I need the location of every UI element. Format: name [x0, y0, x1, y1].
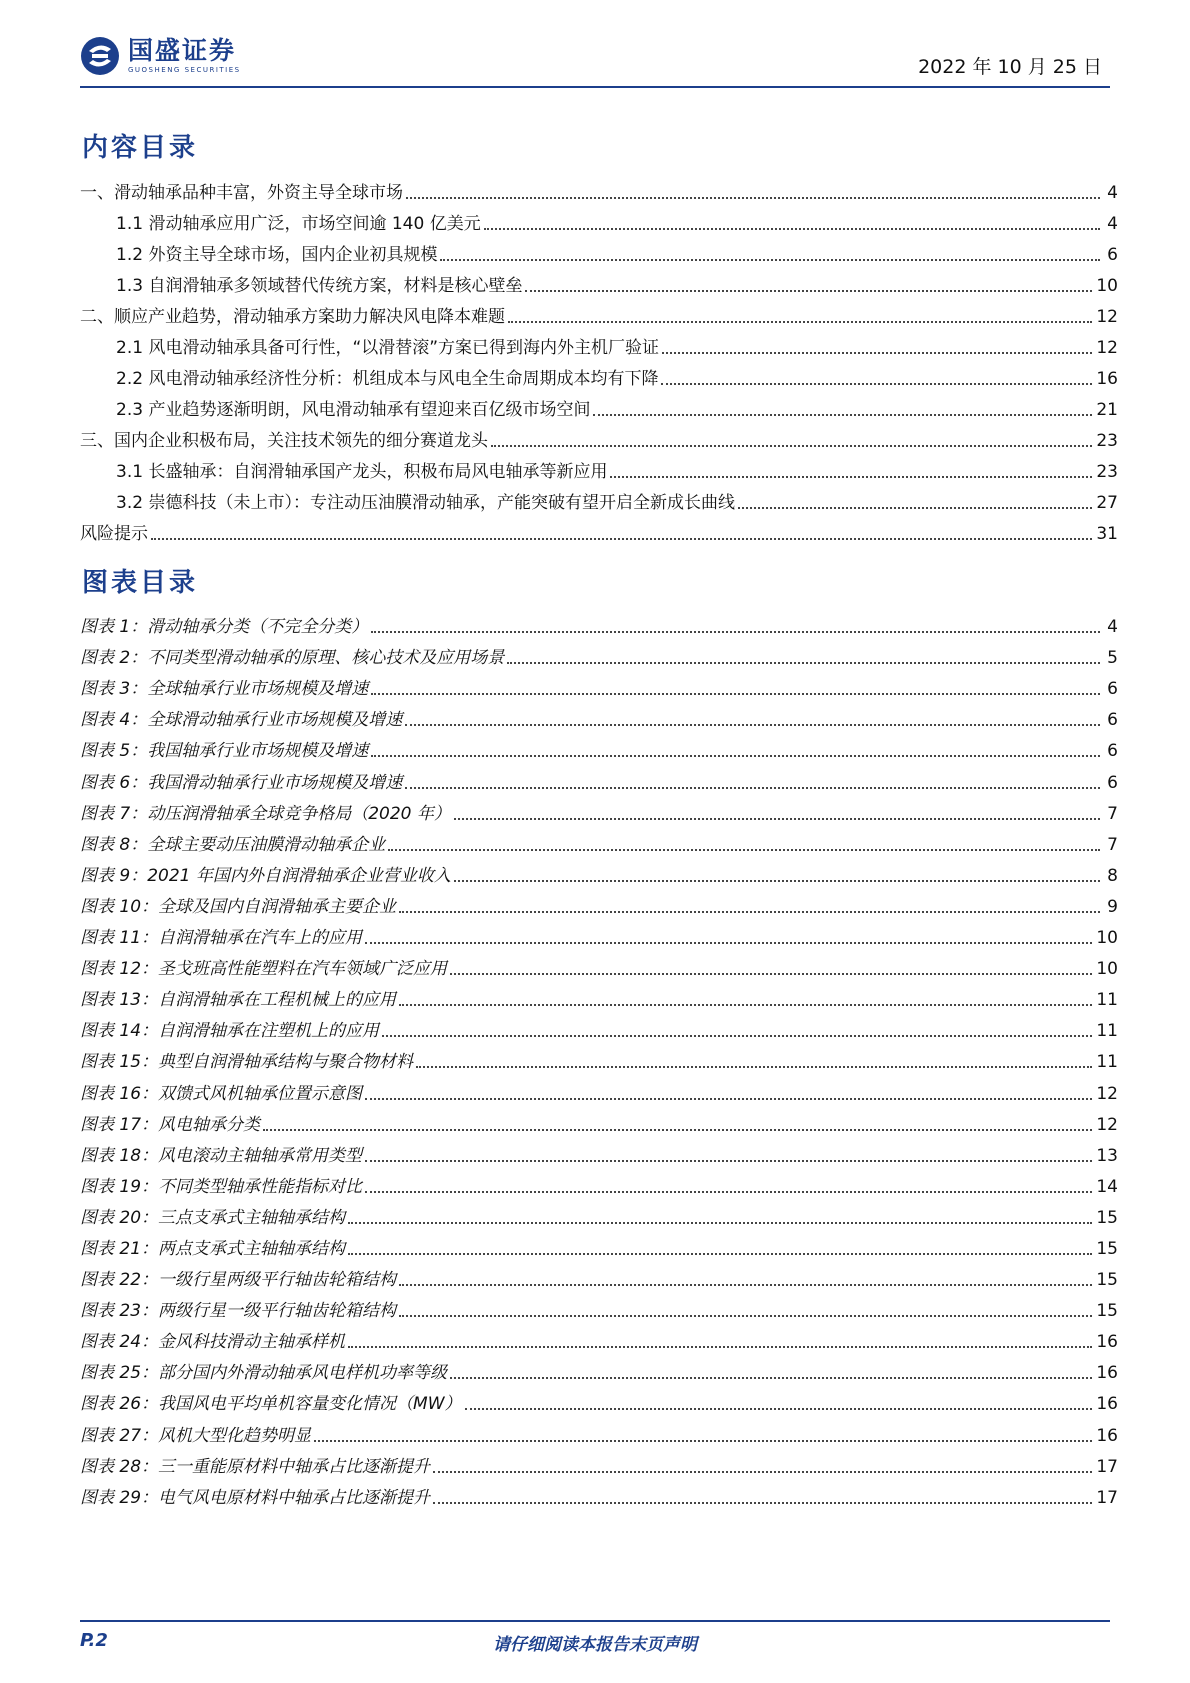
figure-entry-title: 图表 13：自润滑轴承在工程机械上的应用 [80, 989, 399, 1011]
header-divider [80, 86, 1110, 88]
logo-icon [80, 36, 120, 76]
dot-leader [371, 755, 1100, 757]
brand-name-en: GUOSHENG SECURITIES [128, 66, 241, 74]
figure-entry-page: 7 [1107, 803, 1118, 824]
footer-divider [80, 1620, 1110, 1622]
toc-entry[interactable] [80, 390, 1118, 421]
dot-leader [405, 724, 1100, 726]
toc-entry-page: 31 [1096, 524, 1118, 544]
toc-entry[interactable] [80, 483, 1118, 514]
dot-leader [151, 538, 1092, 540]
figure-entry-page: 11 [1096, 1021, 1118, 1042]
dot-leader [465, 1408, 1093, 1410]
figure-entry[interactable] [80, 1353, 1118, 1384]
figures-title: 图表目录 [82, 568, 199, 598]
dot-leader [450, 1377, 1092, 1379]
dot-leader [593, 414, 1092, 416]
dot-leader [433, 1502, 1092, 1504]
toc-entry-title: 2.3 产业趋势逐渐明朗，风电滑动轴承有望迎来百亿级市场空间 [80, 399, 593, 421]
figure-entry[interactable] [80, 1447, 1118, 1478]
dot-leader [484, 228, 1100, 230]
figure-entry-page: 16 [1096, 1332, 1118, 1353]
figure-entry[interactable] [80, 1042, 1118, 1073]
figure-entry-page: 6 [1107, 772, 1118, 793]
figure-entry-page: 6 [1107, 741, 1118, 762]
toc-entry-page: 12 [1096, 338, 1118, 358]
toc-entry-page: 4 [1107, 183, 1118, 203]
toc-entry-title: 2.2 风电滑动轴承经济性分析：机组成本与风电全生命周期成本均有下降 [80, 368, 661, 390]
figure-entry-page: 15 [1096, 1270, 1118, 1291]
figure-entry-page: 4 [1107, 617, 1118, 638]
toc-entry-title: 1.3 自润滑轴承多领域替代传统方案，材料是核心壁垒 [80, 275, 525, 297]
figure-entry-title: 图表 3：全球轴承行业市场规模及增速 [80, 678, 371, 700]
figure-entry-page: 5 [1107, 648, 1118, 669]
toc-entry-title: 风险提示 [80, 523, 151, 545]
figure-entry-page: 12 [1096, 1083, 1118, 1104]
toc-entry-page: 21 [1096, 400, 1118, 420]
figure-entry-page: 6 [1107, 679, 1118, 700]
figure-entry-page: 12 [1096, 1114, 1118, 1135]
figure-entry-title: 图表 21：两点支承式主轴轴承结构 [80, 1238, 348, 1260]
toc-entry-title: 3.2 崇德科技（未上市）：专注动压油膜滑动轴承，产能突破有望开启全新成长曲线 [80, 492, 738, 514]
figure-entry-title: 图表 8：全球主要动压油膜滑动轴承企业 [80, 834, 388, 856]
toc-entry-title: 1.2 外资主导全球市场，国内企业初具规模 [80, 244, 440, 266]
figure-entry-title: 图表 24：金风科技滑动主轴承样机 [80, 1331, 348, 1353]
figure-entry[interactable] [80, 794, 1118, 825]
figure-entry[interactable] [80, 1478, 1118, 1509]
toc-entry-page: 23 [1096, 462, 1118, 482]
dot-leader [525, 290, 1092, 292]
figure-entry-page: 14 [1096, 1176, 1118, 1197]
figure-entry[interactable] [80, 607, 1118, 638]
toc-entry[interactable] [80, 421, 1118, 452]
figure-entry-title: 图表 12：圣戈班高性能塑料在汽车领域广泛应用 [80, 958, 450, 980]
figure-entry[interactable] [80, 887, 1118, 918]
figure-entry[interactable] [80, 949, 1118, 980]
toc-entry[interactable] [80, 204, 1118, 235]
figure-entry-title: 图表 5：我国轴承行业市场规模及增速 [80, 740, 371, 762]
figure-entry[interactable] [80, 856, 1118, 887]
figure-entry-title: 图表 26：我国风电平均单机容量变化情况（MW） [80, 1393, 465, 1415]
figure-entry-title: 图表 6：我国滑动轴承行业市场规模及增速 [80, 772, 405, 794]
toc-list [80, 173, 1118, 545]
figure-entry-title: 图表 4：全球滑动轴承行业市场规模及增速 [80, 709, 405, 731]
figure-entry-title: 图表 2：不同类型滑动轴承的原理、核心技术及应用场景 [80, 647, 507, 669]
dot-leader [450, 973, 1092, 975]
figure-entry[interactable] [80, 1260, 1118, 1291]
figure-entry-page: 16 [1096, 1394, 1118, 1415]
dot-leader [433, 1471, 1092, 1473]
toc-entry-page: 12 [1096, 307, 1118, 327]
toc-entry[interactable] [80, 266, 1118, 297]
page-number: P.2 [80, 1630, 108, 1651]
figure-entry-title: 图表 11：自润滑轴承在汽车上的应用 [80, 927, 365, 949]
toc-entry[interactable] [80, 514, 1118, 545]
toc-entry-page: 10 [1096, 276, 1118, 296]
figure-entry-title: 图表 16：双馈式风机轴承位置示意图 [80, 1083, 365, 1105]
figures-list [80, 607, 1118, 1509]
figure-entry[interactable] [80, 1229, 1118, 1260]
toc-entry-title: 三、国内企业积极布局，关注技术领先的细分赛道龙头 [80, 430, 491, 452]
figure-entry[interactable] [80, 1011, 1118, 1042]
toc-entry-title: 1.1 滑动轴承应用广泛，市场空间逾 140 亿美元 [80, 213, 484, 235]
figure-entry-page: 16 [1096, 1425, 1118, 1446]
figure-entry[interactable] [80, 1322, 1118, 1353]
figure-entry-page: 17 [1096, 1456, 1118, 1477]
dot-leader [371, 693, 1100, 695]
figure-entry-title: 图表 20：三点支承式主轴轴承结构 [80, 1207, 348, 1229]
toc-entry-title: 二、顺应产业趋势，滑动轴承方案助力解决风电降本难题 [80, 306, 508, 328]
figure-entry-title: 图表 27：风机大型化趋势明显 [80, 1425, 314, 1447]
figure-entry[interactable] [80, 669, 1118, 700]
dot-leader [738, 507, 1092, 509]
figure-entry-page: 9 [1107, 896, 1118, 917]
figure-entry[interactable] [80, 1167, 1118, 1198]
dot-leader [399, 1315, 1092, 1317]
figure-entry-page: 15 [1096, 1207, 1118, 1228]
figure-entry[interactable] [80, 1415, 1118, 1446]
dot-leader [348, 1253, 1092, 1255]
figure-entry-title: 图表 19：不同类型轴承性能指标对比 [80, 1176, 365, 1198]
dot-leader [388, 849, 1100, 851]
toc-entry-title: 一、滑动轴承品种丰富，外资主导全球市场 [80, 182, 406, 204]
dot-leader [314, 1440, 1092, 1442]
figure-entry-title: 图表 14：自润滑轴承在注塑机上的应用 [80, 1020, 382, 1042]
toc-entry[interactable] [80, 359, 1118, 390]
figure-entry[interactable] [80, 1291, 1118, 1322]
figure-entry-page: 8 [1107, 865, 1118, 886]
brand-logo [80, 36, 241, 76]
dot-leader [371, 631, 1100, 633]
figure-entry-title: 图表 9：2021 年国内外自润滑轴承企业营业收入 [80, 865, 454, 887]
dot-leader [348, 1222, 1092, 1224]
dot-leader [416, 1066, 1092, 1068]
dot-leader [507, 662, 1100, 664]
figure-entry-page: 15 [1096, 1301, 1118, 1322]
dot-leader [365, 1160, 1092, 1162]
figure-entry[interactable] [80, 1198, 1118, 1229]
dot-leader [454, 880, 1100, 882]
figure-entry-page: 13 [1096, 1145, 1118, 1166]
toc-entry-title: 2.1 风电滑动轴承具备可行性，“以滑替滚”方案已得到海内外主机厂验证 [80, 337, 662, 359]
figure-entry[interactable] [80, 980, 1118, 1011]
figure-entry-title: 图表 7：动压润滑轴承全球竞争格局（2020 年） [80, 803, 454, 825]
figure-entry[interactable] [80, 918, 1118, 949]
report-date: 2022 年 10 月 25 日 [918, 56, 1102, 78]
figure-entry-page: 17 [1096, 1487, 1118, 1508]
toc-entry-page: 6 [1107, 245, 1118, 265]
figure-entry-page: 16 [1096, 1363, 1118, 1384]
dot-leader [440, 259, 1100, 261]
dot-leader [263, 1129, 1092, 1131]
brand-name-cn: 国盛证券 [128, 36, 237, 65]
figure-entry[interactable] [80, 1073, 1118, 1104]
toc-entry[interactable] [80, 328, 1118, 359]
toc-entry[interactable] [80, 297, 1118, 328]
figure-entry-page: 11 [1096, 990, 1118, 1011]
figure-entry-page: 11 [1096, 1052, 1118, 1073]
figure-entry[interactable] [80, 1384, 1118, 1415]
figure-entry-title: 图表 1：滑动轴承分类（不完全分类） [80, 616, 371, 638]
dot-leader [399, 1284, 1092, 1286]
figure-entry-title: 图表 17：风电轴承分类 [80, 1114, 263, 1136]
figure-entry-title: 图表 29：电气风电原材料中轴承占比逐渐提升 [80, 1487, 433, 1509]
figure-entry-page: 6 [1107, 710, 1118, 731]
figure-entry-title: 图表 25：部分国内外滑动轴承风电样机功率等级 [80, 1362, 450, 1384]
dot-leader [508, 321, 1092, 323]
figure-entry[interactable] [80, 825, 1118, 856]
figure-entry-page: 10 [1096, 959, 1118, 980]
figure-entry[interactable] [80, 1136, 1118, 1167]
figure-entry[interactable] [80, 700, 1118, 731]
toc-entry-page: 16 [1096, 369, 1118, 389]
toc-title: 内容目录 [82, 133, 199, 163]
toc-entry-page: 4 [1107, 214, 1118, 234]
dot-leader [399, 911, 1100, 913]
dot-leader [610, 476, 1092, 478]
figure-entry-title: 图表 22：一级行星两级平行轴齿轮箱结构 [80, 1269, 399, 1291]
toc-entry[interactable] [80, 235, 1118, 266]
dot-leader [348, 1346, 1092, 1348]
figure-entry[interactable] [80, 638, 1118, 669]
figure-entry-page: 10 [1096, 928, 1118, 949]
figure-entry-page: 7 [1107, 834, 1118, 855]
dot-leader [405, 787, 1100, 789]
dot-leader [365, 1098, 1092, 1100]
dot-leader [382, 1035, 1092, 1037]
dot-leader [399, 1004, 1092, 1006]
dot-leader [661, 383, 1092, 385]
figure-entry-title: 图表 28：三一重能原材料中轴承占比逐渐提升 [80, 1456, 433, 1478]
figure-entry-title: 图表 15：典型自润滑轴承结构与聚合物材料 [80, 1051, 416, 1073]
dot-leader [491, 445, 1092, 447]
figure-entry[interactable] [80, 1105, 1118, 1136]
toc-entry-page: 23 [1096, 431, 1118, 451]
figure-entry-title: 图表 23：两级行星一级平行轴齿轮箱结构 [80, 1300, 399, 1322]
disclaimer-note: 请仔细阅读本报告末页声明 [493, 1635, 697, 1655]
dot-leader [406, 197, 1100, 199]
figure-entry-page: 15 [1096, 1238, 1118, 1259]
toc-entry[interactable] [80, 173, 1118, 204]
dot-leader [662, 352, 1092, 354]
dot-leader [365, 1191, 1092, 1193]
dot-leader [365, 942, 1092, 944]
toc-entry-page: 27 [1096, 493, 1118, 513]
figure-entry[interactable] [80, 731, 1118, 762]
toc-entry[interactable] [80, 452, 1118, 483]
figure-entry-title: 图表 18：风电滚动主轴轴承常用类型 [80, 1145, 365, 1167]
figure-entry[interactable] [80, 762, 1118, 793]
toc-entry-title: 3.1 长盛轴承：自润滑轴承国产龙头，积极布局风电轴承等新应用 [80, 461, 610, 483]
dot-leader [454, 818, 1100, 820]
page-header [80, 30, 1110, 88]
figure-entry-title: 图表 10：全球及国内自润滑轴承主要企业 [80, 896, 399, 918]
